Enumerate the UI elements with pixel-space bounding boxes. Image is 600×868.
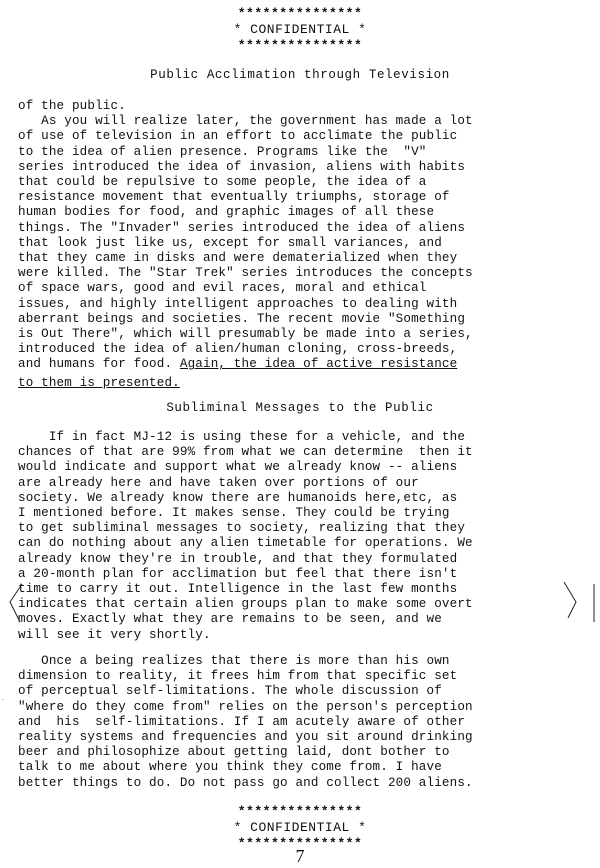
- text-line: to get subliminal messages to society, realizing that they: [18, 521, 466, 536]
- text-line: beer and philosophize about getting laid, dont bother to: [18, 745, 450, 760]
- header-stars-bottom: ***************: [237, 38, 363, 53]
- text-line: chances of that are 99% from what we can determine then it: [18, 445, 473, 460]
- text-line: and his self-limitations. If I am acutely aware of other: [18, 714, 466, 729]
- text-line: to the idea of alien presence. Programs like the "V": [18, 144, 427, 159]
- text-line: are already here and have taken over portions of our: [18, 475, 419, 490]
- text-line: that look just like us, except for small variances, and: [18, 235, 442, 250]
- section-title-subliminal: Subliminal Messages to the Public: [166, 401, 434, 415]
- text-line: [18, 357, 588, 372]
- text-line: already know they're in trouble, and that they formulated: [18, 551, 458, 566]
- text-line: As you will realize later, the government has made a lot: [18, 114, 473, 129]
- text-line: things. The "Invader" series introduced the idea of aliens: [18, 220, 466, 235]
- text-line: of perceptual self-limitations. The whole discussion of: [18, 684, 442, 699]
- text-line: talk to me about where you think they come from. I have: [18, 760, 442, 775]
- text-line: can do nothing about any alien timetable for operations. We: [18, 536, 473, 551]
- text-line: moves. Exactly what they are remains to be seen, and we: [18, 612, 442, 627]
- text-line: were killed. The "Star Trek" series introduces the concepts: [18, 266, 473, 281]
- text-line: time to carry it out. Intelligence in the last few months: [18, 582, 458, 597]
- text-line: series introduced the idea of invasion, aliens with habits: [18, 159, 466, 174]
- text-line: If in fact MJ-12 is using these for a vehicle, and the: [18, 430, 466, 444]
- underlined-text-line: to them is presented.: [18, 375, 180, 390]
- text-line: resistance movement that eventually triumphs, storage of: [18, 190, 450, 205]
- text-line: reality systems and frequencies and you sit around drinking: [18, 730, 473, 745]
- text-line: Once a being realizes that there is more than his own: [18, 654, 450, 668]
- text-line: better things to do. Do not pass go and collect 200 aliens.: [18, 775, 473, 790]
- text-line: dimension to reality, it frees him from that specific set: [18, 669, 458, 684]
- text-line: that could be repulsive to some people, the idea of a: [18, 175, 427, 190]
- text-line: that they came in disks and were dematerialized when they: [18, 251, 458, 266]
- footer-stars-top: ***************: [237, 804, 363, 819]
- footer-stars-bottom: ***************: [237, 836, 363, 851]
- text-run: and humans for food.: [18, 357, 180, 372]
- text-line: aberrant beings and societies. The recent movie "Something: [18, 311, 466, 326]
- section-title-television: Public Acclimation through Television: [150, 68, 450, 82]
- text-line: "where do they come from" relies on the person's perception: [18, 699, 473, 714]
- text-line: a 20-month plan for acclimation but feel that there isn't: [18, 566, 458, 581]
- text-line: issues, and highly intelligent approaches to dealing with: [18, 296, 458, 311]
- text-line: society. We already know there are humanoids here,etc, as: [18, 490, 458, 505]
- text-line: of the public.: [18, 99, 126, 113]
- text-line: would indicate and support what we already know -- aliens: [18, 460, 458, 475]
- text-line: indicates that certain alien groups plan to make some overt: [18, 597, 473, 612]
- text-line: introduced the idea of alien/human cloning, cross-breeds,: [18, 342, 458, 357]
- underlined-text-run: Again, the idea of active resistance: [179, 357, 458, 372]
- margin-bracket-marks: [0, 560, 600, 700]
- page-number: 7: [295, 846, 305, 866]
- text-line: is Out There", which will presumably be made into a series,: [18, 327, 473, 342]
- footer-confidential: * CONFIDENTIAL *: [233, 820, 367, 835]
- paragraph-television: [18, 99, 588, 391]
- text-line: of use of television in an effort to acclimate the public: [18, 129, 458, 144]
- text-line: I mentioned before. It makes sense. They could be trying: [18, 506, 450, 521]
- text-line: human bodies for food, and graphic images of all these: [18, 205, 435, 220]
- text-line: of space wars, good and evil races, moral and ethical: [18, 281, 427, 296]
- text-line: will see it very shortly.: [18, 627, 211, 642]
- header-confidential: * CONFIDENTIAL *: [233, 22, 367, 37]
- header-stars-top: ***************: [237, 6, 363, 21]
